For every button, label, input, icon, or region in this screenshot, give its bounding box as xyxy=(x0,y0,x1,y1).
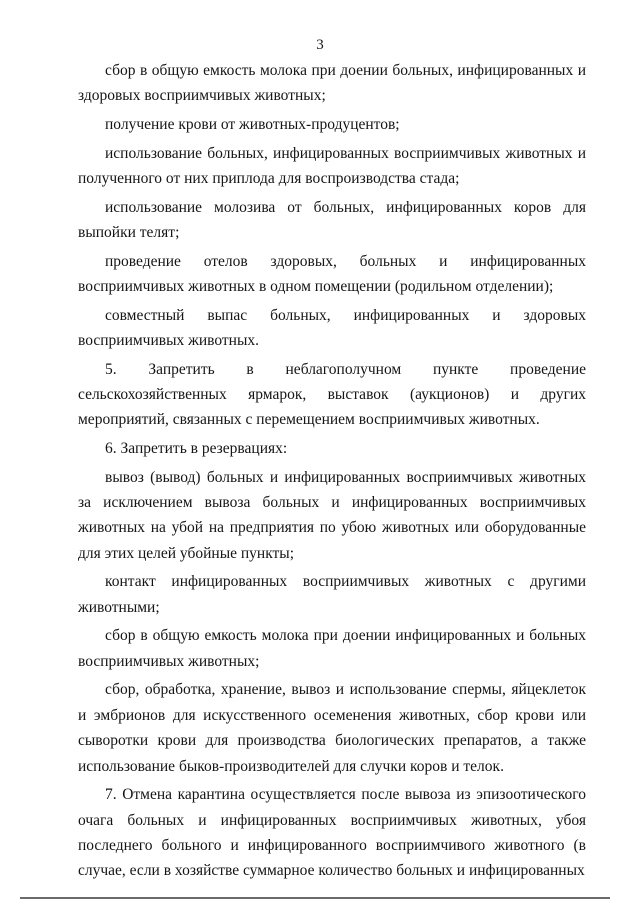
paragraph: 6. Запретить в резервациях: xyxy=(105,440,288,457)
scan-edge-line xyxy=(20,897,610,899)
paragraph: вывоз (вывод) больных и инфицированных восприимчивых животных за исключением вывоза больных и инфицированных восприимчивых животных на убой на предприятия по убою животных или оборудованные для этих целей убойные пункты; xyxy=(78,468,586,562)
document-body xyxy=(78,58,586,887)
paragraph: 5. Запретить в неблагополучном пункте проведение сельскохозяйственных ярмарок, выставок (аукционов) и других мероприятий, связанных с перемещением восприимчивых животных. xyxy=(78,360,586,429)
paragraph: контакт инфицированных восприимчивых животных с другими животными; xyxy=(78,573,586,616)
paragraph: сбор в общую емкость молока при доении инфицированных и больных восприимчивых животных; xyxy=(78,627,586,670)
paragraph: проведение отелов здоровых, больных и инфицированных восприимчивых животных в одном помещении (родильном отделении); xyxy=(78,252,586,295)
paragraph: 7. Отмена карантина осуществляется после вывоза из эпизоотического очага больных и инфицированных восприимчивых животных, убоя последнего больного и инфицированного восприимчивого животного (в случае, если в хозяйстве суммарное количество больных и инфицированных xyxy=(78,786,586,880)
paragraph: использование молозива от больных, инфицированных коров для выпойки телят; xyxy=(78,198,586,241)
paragraph: сбор, обработка, хранение, вывоз и использование спермы, яйцеклеток и эмбрионов для искусственного осеменения животных, сбор крови или сыворотки крови для производства биологических препаратов, а также использование быков-производителей для случки коров и телок. xyxy=(78,681,586,775)
page-number: 3 xyxy=(316,37,324,53)
paragraph: совместный выпас больных, инфицированных и здоровых восприимчивых животных. xyxy=(78,306,586,349)
paragraph: получение крови от животных-продуцентов; xyxy=(105,116,400,133)
paragraph: сбор в общую емкость молока при доении больных, инфицированных и здоровых восприимчивых животных; xyxy=(78,62,586,105)
paragraph: использование больных, инфицированных восприимчивых животных и полученного от них приплода для воспроизводства стада; xyxy=(78,144,586,187)
